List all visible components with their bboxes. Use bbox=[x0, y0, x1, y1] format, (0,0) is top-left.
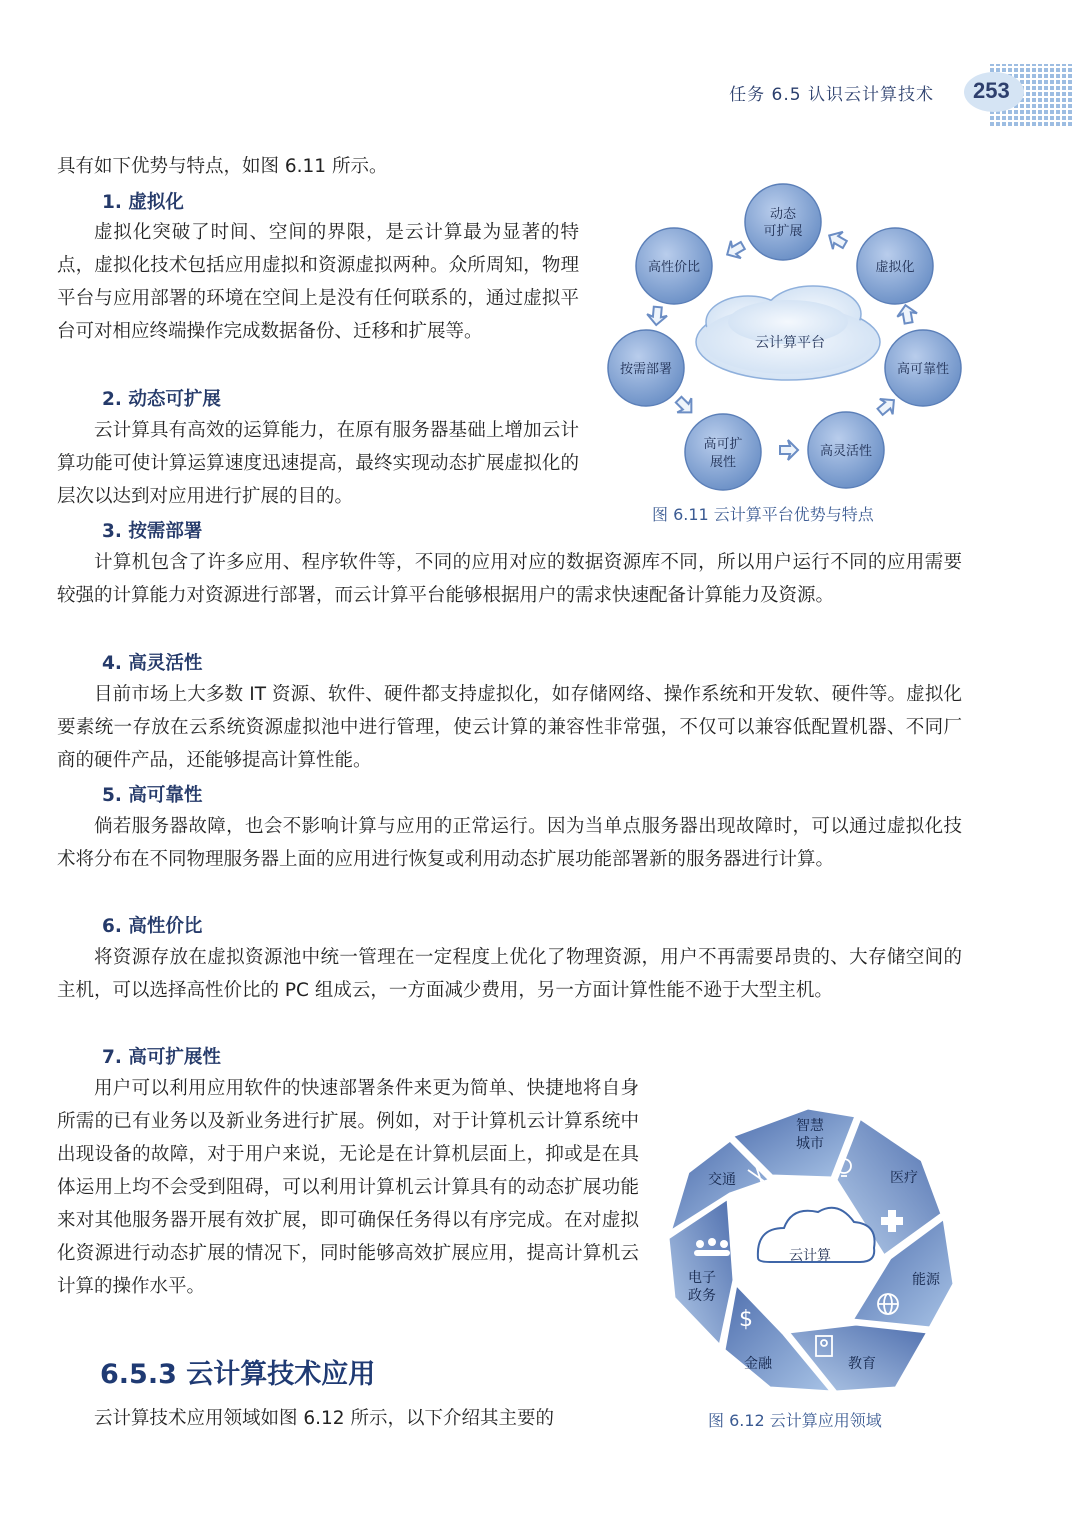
heading-on-demand: 3. 按需部署 bbox=[102, 521, 203, 542]
heading-virtualization: 1. 虚拟化 bbox=[102, 192, 184, 213]
caption-figure-6-12: 图 6.12 云计算应用领域 bbox=[708, 1411, 882, 1430]
svg-text:虚拟化: 虚拟化 bbox=[875, 260, 915, 275]
label-medical: 医疗 bbox=[890, 1170, 918, 1186]
text-scalability: 用户可以利用应用软件的快速部署条件来更为简单、快捷地将自身所需的已有业务以及新业务进行扩展。例如，对于计算机云计算系统中出现设备的故障，对于用户来说，无论是在计算机层面上，抑或是在具体运用上均不会受到阻碍，可以利用计算机云计算具有的动态扩展功能来对其他服务器开展有效扩展，即可确保任务得以有序完成。在对虚拟化资源进行动态扩展的情况下，同时能够高效扩展应用，提高计算机云计算的操作水平。 bbox=[57, 1078, 639, 1297]
running-header: 任务 6.5 认识云计算技术 bbox=[729, 85, 934, 105]
svg-text:高性价比: 高性价比 bbox=[647, 260, 701, 275]
text-flexibility: 目前市场上大多数 IT 资源、软件、硬件都支持虚拟化，如存储网络、操作系统和开发软、硬件等。虚拟化要素统一存放在云系统资源虚拟池中进行管理，使云计算的兼容性非常强，不仅可以兼容低配置机器、不同厂商的硬件产品，还能够提高计算性能。 bbox=[57, 684, 962, 771]
node-virtualization bbox=[857, 228, 933, 304]
intro-text: 具有如下优势与特点，如图 6.11 所示。 bbox=[57, 156, 388, 177]
text-cost-effective: 将资源存放在虚拟资源池中统一管理在一定程度上优化了物理资源，用户不再需要昂贵的、大存储空间的主机，可以选择高性价比的 PC 组成云，一方面减少费用，另一方面计算性能不逊于大型主机。 bbox=[57, 947, 962, 1001]
node-on-demand bbox=[608, 330, 684, 406]
caption-figure-6-11: 图 6.11 云计算平台优势与特点 bbox=[652, 505, 874, 524]
node-dynamic-scaling bbox=[745, 184, 821, 260]
node-cost-effective bbox=[636, 228, 712, 304]
section-title-6-5-3: 6.5.3 云计算技术应用 bbox=[100, 1359, 376, 1390]
text-on-demand: 计算机包含了许多应用、程序软件等，不同的应用对应的数据资源库不同，所以用户运行不同的应用需要较强的计算能力对资源进行部署，而云计算平台能够根据用户的需求快速配备计算能力及资源。 bbox=[57, 552, 962, 606]
svg-text:高灵活性: 高灵活性 bbox=[819, 444, 873, 459]
label-energy: 能源 bbox=[912, 1272, 940, 1288]
center-label-cloud: 云计算 bbox=[789, 1248, 831, 1264]
svg-text:按需部署: 按需部署 bbox=[619, 362, 673, 377]
label-smart-city-line2: 城市 bbox=[796, 1136, 824, 1152]
text-dynamic-scaling: 云计算具有高效的运算能力，在原有服务器基础上增加云计算功能可使计算运算速度迅速提高，最终实现动态扩展虚拟化的层次以达到对应用进行扩展的目的。 bbox=[57, 420, 579, 507]
heading-dynamic-scaling: 2. 动态可扩展 bbox=[102, 389, 221, 410]
svg-text:可扩展: 可扩展 bbox=[763, 224, 803, 239]
cloud-shape bbox=[696, 286, 880, 380]
label-finance: 金融 bbox=[744, 1356, 772, 1372]
node-high-scalability bbox=[685, 414, 761, 490]
text-6-5-3: 云计算技术应用领域如图 6.12 所示，以下介绍其主要的 bbox=[94, 1408, 554, 1429]
node-high-flexibility bbox=[808, 412, 884, 488]
svg-text:动态: 动态 bbox=[769, 207, 797, 222]
text-virtualization: 虚拟化突破了时间、空间的界限，是云计算最为显著的特点，虚拟化技术包括应用虚拟和资源虚拟两种。众所周知，物理平台与应用部署的环境在空间上是没有任何联系的，通过虚拟平台可对相应终端操作完成数据备份、迁移和扩展等。 bbox=[57, 222, 579, 342]
label-transportation: 交通 bbox=[708, 1172, 736, 1188]
label-e-government-line2: 政务 bbox=[688, 1288, 716, 1304]
label-e-government-line1: 电子 bbox=[688, 1270, 716, 1286]
heading-flexibility: 4. 高灵活性 bbox=[102, 653, 203, 674]
label-smart-city-line1: 智慧 bbox=[796, 1118, 824, 1134]
svg-text:高可靠性: 高可靠性 bbox=[896, 362, 950, 377]
heading-reliability: 5. 高可靠性 bbox=[102, 785, 203, 806]
figure-6-11 bbox=[598, 182, 974, 498]
figure-6-12 bbox=[660, 1088, 960, 1400]
center-label: 云计算平台 bbox=[755, 335, 825, 351]
node-high-reliability bbox=[885, 330, 961, 406]
text-reliability: 倘若服务器故障，也会不影响计算与应用的正常运行。因为当单点服务器出现故障时，可以通过虚拟化技术将分布在不同物理服务器上面的应用进行恢复或利用动态扩展功能部署新的服务器进行计算。 bbox=[57, 816, 962, 870]
page-number: 253 bbox=[973, 78, 1010, 103]
svg-text:展性: 展性 bbox=[709, 455, 737, 470]
heading-cost-effective: 6. 高性价比 bbox=[102, 916, 203, 937]
svg-text:高可扩: 高可扩 bbox=[703, 437, 743, 452]
dollar-icon bbox=[739, 1307, 753, 1332]
heading-scalability: 7. 高可扩展性 bbox=[102, 1047, 221, 1068]
label-education: 教育 bbox=[848, 1356, 876, 1372]
svg-text:$: $ bbox=[739, 1307, 753, 1332]
